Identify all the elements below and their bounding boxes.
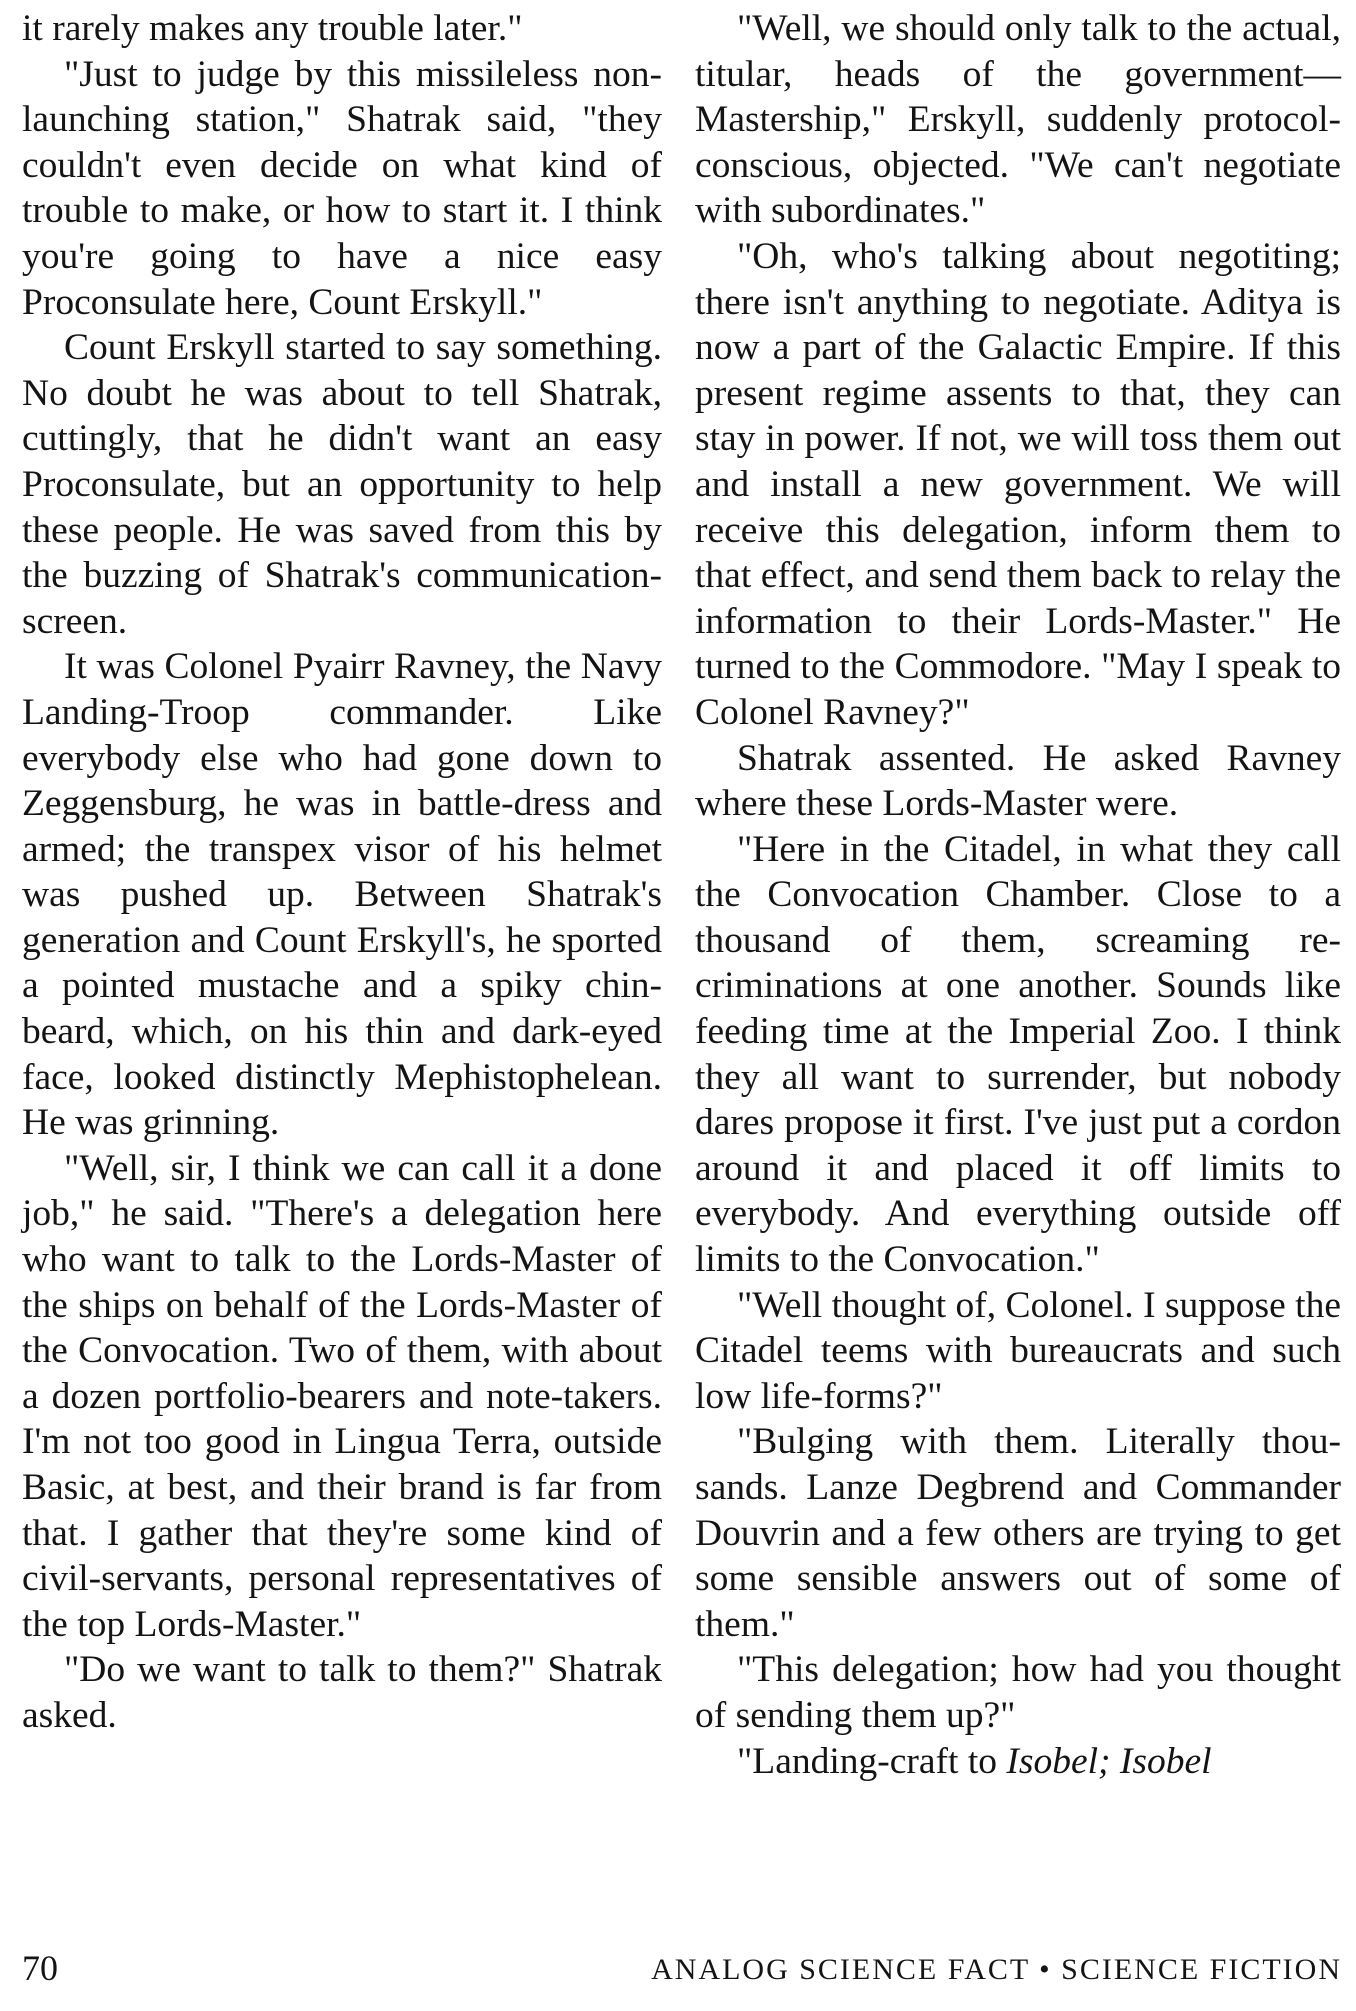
paragraph: "Well thought of, Colonel. I suppose the Citadel teems with bureaucrats and such low life-forms?" <box>695 1284 1341 1417</box>
paragraph: Count Erskyll started to say something. No doubt he was about to tell Shatrak, cuttingly, that he didn't want an easy Proconsulate, but an opportunity to help these people. He was saved from this by the buzzing of Shatrak's communication-screen. <box>22 327 662 642</box>
running-head: ANALOG SCIENCE FACT • SCIENCE FICTION <box>651 1953 1342 1986</box>
paragraph: it rarely makes any trouble later." <box>22 8 523 49</box>
paragraph: It was Colonel Pyairr Ravney, the Navy Landing-Troop commander. Like everybody else who had gone down to Zeggensburg, he was in battle-dress and armed; the transpex visor of his helmet was pushed up. Between Shatrak's generation and Count Erskyll's, he sported a pointed mustache and a spiky chin-beard, which, on his thin and dark-eyed face, looked distinctly Mephistophelean. He was grinning. <box>22 646 662 1144</box>
page-footer <box>22 1946 1342 1996</box>
last-paragraph <box>695 1739 1341 1785</box>
paragraph: "Bulging with them. Literally thousands. Lanze Degbrend and Commander Douvrin and a few others are trying to get some sensible answers out of some of them." <box>695 1421 1341 1645</box>
paragraph: Shatrak assented. He asked Ravney where these Lords-Master were. <box>695 737 1341 825</box>
paragraph: "Here in the Citadel, in what they call the Convocation Chamber. Close to a thousand of them, screaming recriminations at one another. Sounds like feeding time at the Imperial Zoo. I think they all want to surrender, but nobody dares propose it first. I've just put a cordon around it and placed it off limits to everybody. And everything outside off limits to the Convocation." <box>695 828 1341 1281</box>
paragraph: "Do we want to talk to them?" Shatrak asked. <box>22 1649 662 1736</box>
page-number: 70 <box>22 1948 58 1988</box>
paragraph: "This delegation; how had you thought of sending them up?" <box>695 1649 1341 1736</box>
last-paragraph-text: "Landing-craft to <box>737 1740 1007 1782</box>
left-column <box>22 6 662 1739</box>
paragraph: "Well, we should only talk to the actual, titular, heads of the government—Mastership," Erskyll, suddenly protocol-conscious, objected. "We can't negotiate with subordinates." <box>695 8 1341 232</box>
paragraph: "Just to judge by this missileless non-launching station," Shatrak said, "they couldn't even decide on what kind of trouble to make, or how to start it. I think you're going to have a nice easy Proconsulate here, Count Erskyll." <box>22 53 662 323</box>
ship-name-italic: Isobel; Isobel <box>1006 1740 1212 1782</box>
paragraph: "Oh, who's talking about negotiting; there isn't anything to negotiate. Aditya is now a part of the Galactic Empire. If this present regime assents to that, they can stay in power. If not, we will toss them out and install a new government. We will receive this delegation, inform them to that effect, and send them back to relay the information to their Lords-Master." He turned to the Commodore. "May I speak to Colonel Ravney?" <box>695 235 1341 733</box>
right-column <box>695 6 1341 1784</box>
paragraph: "Well, sir, I think we can call it a done job," he said. "There's a delegation here who want to talk to the Lords-Master of the ships on behalf of the Lords-Master of the Convocation. Two of them, with about a dozen portfolio-bearers and note-takers. I'm not too good in Lingua Terra, outside Basic, at best, and their brand is far from that. I gather that they're some kind of civil-servants, personal representatives of the top Lords-Master." <box>22 1147 662 1645</box>
